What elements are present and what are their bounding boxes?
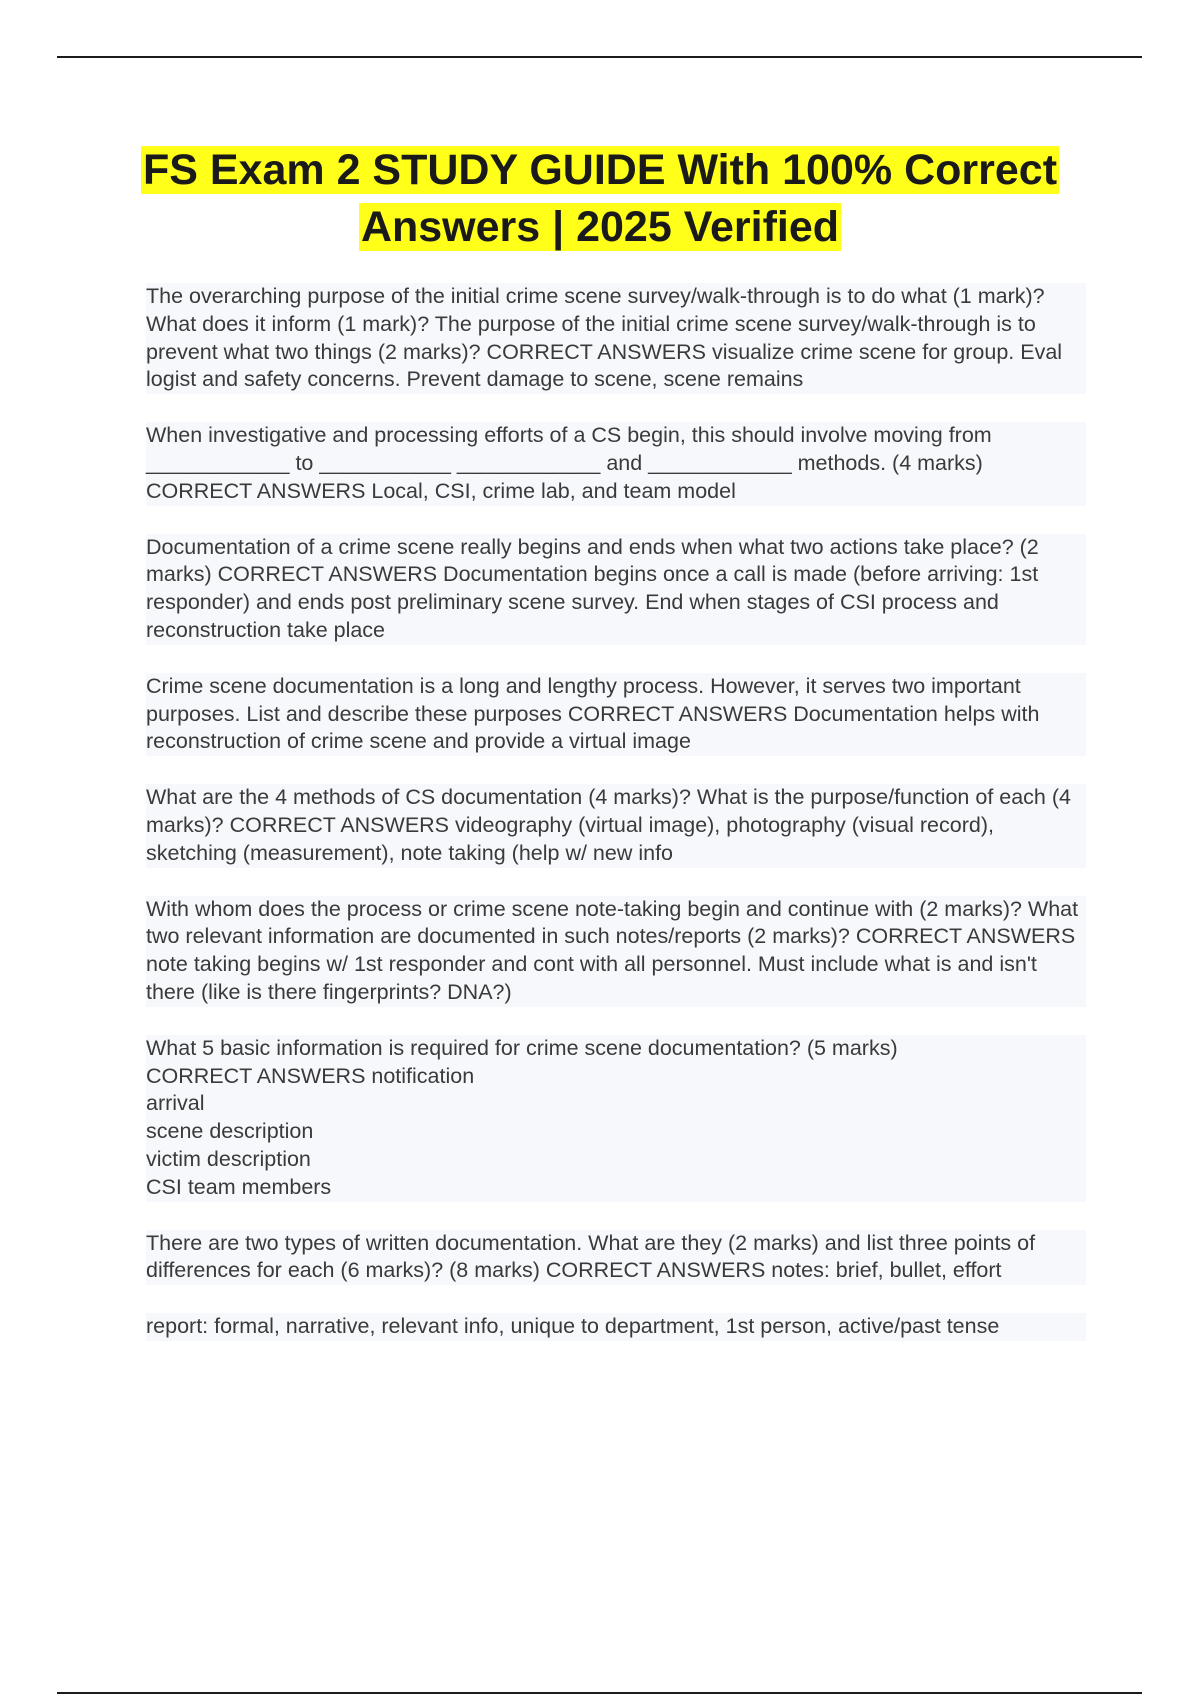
qa-entry-2: When investigative and processing efforts of a CS begin, this should involve moving from ____________ to ___________ ____________ and ____________ methods. (4 marks) CORRECT ANSWERS Local, CSI, crime lab, and team model	[146, 422, 1086, 505]
qa-entry-7-line: arrival	[146, 1091, 205, 1116]
qa-entry-1: The overarching purpose of the initial crime scene survey/walk-through is to do what (1 mark)? What does it inform (1 mark)? The purpose of the initial crime scene survey/walk-through is to prevent what two things (2 marks)? CORRECT ANSWERS visualize crime scene for group. Eval logist and safety concerns. Prevent damage to scene, scene remains	[146, 283, 1086, 394]
qa-entry-8: There are two types of written documentation. What are they (2 marks) and list three points of differences for each (6 marks)? (8 marks) CORRECT ANSWERS notes: brief, bullet, effort	[146, 1230, 1086, 1286]
qa-entry-7-line: scene description	[146, 1119, 314, 1144]
qa-entry-7-line: CORRECT ANSWERS notification	[146, 1063, 475, 1088]
document-title	[100, 142, 1100, 256]
title-highlight: FS Exam 2 STUDY GUIDE With 100% Correct Answers | 2025 Verified	[142, 146, 1058, 251]
bottom-rule	[57, 1692, 1142, 1694]
qa-entry-7	[146, 1035, 1086, 1202]
qa-entry-9: report: formal, narrative, relevant info, unique to department, 1st person, active/past tense	[146, 1313, 1086, 1341]
qa-entry-7-line: What 5 basic information is required for crime scene documentation? (5 marks)	[146, 1035, 898, 1060]
qa-entry-7-line: victim description	[146, 1146, 311, 1171]
qa-entry-3: Documentation of a crime scene really begins and ends when what two actions take place? (2 marks) CORRECT ANSWERS Documentation begins once a call is made (before arriving: 1st responder) and ends post preliminary scene survey. End when stages of CSI process and reconstruction take place	[146, 534, 1086, 645]
qa-entry-6: With whom does the process or crime scene note-taking begin and continue with (2 marks)? What two relevant information are documented in such notes/reports (2 marks)? CORRECT ANSWERS note taking begins w/ 1st responder and cont with all personnel. Must include what is and isn't there (like is there fingerprints? DNA?)	[146, 896, 1086, 1007]
top-rule	[57, 56, 1142, 58]
qa-entry-5: What are the 4 methods of CS documentation (4 marks)? What is the purpose/function of each (4 marks)? CORRECT ANSWERS videography (virtual image), photography (visual record), sketching (measurement), note taking (help w/ new info	[146, 784, 1086, 867]
qa-entry-4: Crime scene documentation is a long and lengthy process. However, it serves two important purposes. List and describe these purposes CORRECT ANSWERS Documentation helps with reconstruction of crime scene and provide a virtual image	[146, 673, 1086, 756]
qa-entry-7-line: CSI team members	[146, 1174, 332, 1199]
document-body	[146, 283, 1086, 1369]
